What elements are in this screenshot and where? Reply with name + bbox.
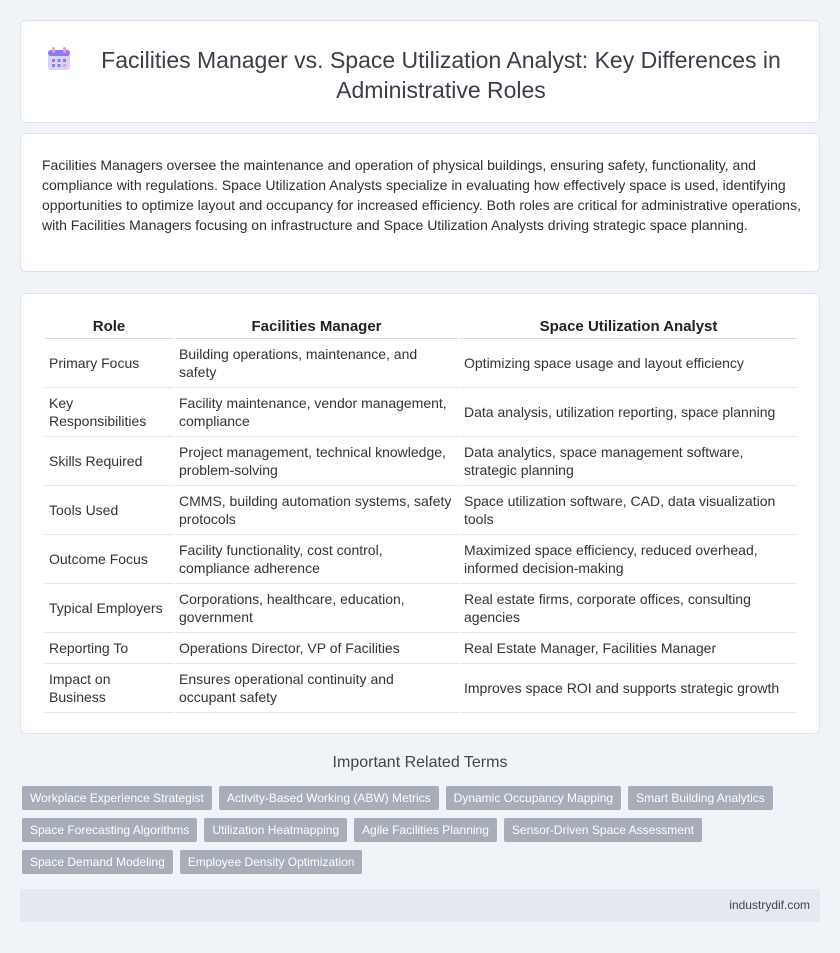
related-term-tag[interactable]: Sensor-Driven Space Assessment [504, 818, 702, 842]
table-row [45, 486, 797, 535]
table-row [45, 388, 797, 437]
related-term-tag[interactable]: Dynamic Occupancy Mapping [446, 786, 621, 810]
footer [20, 889, 820, 922]
related-term-tag[interactable]: Space Demand Modeling [22, 850, 173, 874]
page-title: Facilities Manager vs. Space Utilization Analyst: Key Differences in Administrative Roles [101, 47, 781, 103]
space-analyst-cell: Real Estate Manager, Facilities Manager [460, 633, 797, 664]
table-header-row [45, 316, 797, 339]
row-label: Tools Used [45, 486, 173, 535]
facilities-manager-cell: Ensures operational continuity and occupant safety [175, 664, 458, 713]
header-role: Role [45, 316, 173, 339]
intro-paragraph: Facilities Managers oversee the maintenance and operation of physical buildings, ensuring safety, functionality, and compliance with regulations. Space Utilization Analysts specialize in evaluating how effectively space is used, identifying opportunities to optimize layout and occupancy for increased efficiency. Both roles are critical for administrative operations, with Facilities Managers focusing on infrastructure and Space Utilization Analysts driving strategic space planning. [42, 157, 801, 233]
row-label: Primary Focus [45, 339, 173, 388]
comparison-table [43, 316, 799, 713]
row-label: Reporting To [45, 633, 173, 664]
space-analyst-cell: Real estate firms, corporate offices, consulting agencies [460, 584, 797, 633]
facilities-manager-cell: Facility functionality, cost control, compliance adherence [175, 535, 458, 584]
comparison-table-card [20, 293, 820, 734]
related-term-tag[interactable]: Smart Building Analytics [628, 786, 773, 810]
calendar-icon [46, 46, 72, 72]
table-row [45, 633, 797, 664]
related-term-tag[interactable]: Utilization Heatmapping [204, 818, 347, 842]
related-term-tag[interactable]: Employee Density Optimization [180, 850, 363, 874]
related-term-tag[interactable]: Activity-Based Working (ABW) Metrics [219, 786, 439, 810]
footer-site-link[interactable]: industrydif.com [729, 898, 810, 912]
table-row [45, 339, 797, 388]
related-term-tag[interactable]: Agile Facilities Planning [354, 818, 497, 842]
related-term-tag[interactable]: Workplace Experience Strategist [22, 786, 212, 810]
table-row [45, 437, 797, 486]
row-label: Skills Required [45, 437, 173, 486]
header-facilities-manager: Facilities Manager [175, 316, 458, 339]
related-term-tag[interactable]: Space Forecasting Algorithms [22, 818, 197, 842]
title-card [20, 20, 820, 123]
facilities-manager-cell: Building operations, maintenance, and safety [175, 339, 458, 388]
row-label: Typical Employers [45, 584, 173, 633]
row-label: Impact on Business [45, 664, 173, 713]
space-analyst-cell: Maximized space efficiency, reduced overhead, informed decision-making [460, 535, 797, 584]
row-label: Key Responsibilities [45, 388, 173, 437]
header-space-utilization-analyst: Space Utilization Analyst [460, 316, 797, 339]
intro-card [20, 133, 820, 272]
facilities-manager-cell: Operations Director, VP of Facilities [175, 633, 458, 664]
facilities-manager-cell: Project management, technical knowledge, problem-solving [175, 437, 458, 486]
table-row [45, 535, 797, 584]
space-analyst-cell: Optimizing space usage and layout efficiency [460, 339, 797, 388]
facilities-manager-cell: CMMS, building automation systems, safety protocols [175, 486, 458, 535]
space-analyst-cell: Improves space ROI and supports strategic growth [460, 664, 797, 713]
space-analyst-cell: Space utilization software, CAD, data visualization tools [460, 486, 797, 535]
related-terms-title: Important Related Terms [332, 754, 508, 771]
space-analyst-cell: Data analytics, space management software, strategic planning [460, 437, 797, 486]
related-terms-list [22, 786, 802, 874]
table-row [45, 584, 797, 633]
row-label: Outcome Focus [45, 535, 173, 584]
facilities-manager-cell: Corporations, healthcare, education, government [175, 584, 458, 633]
facilities-manager-cell: Facility maintenance, vendor management, compliance [175, 388, 458, 437]
space-analyst-cell: Data analysis, utilization reporting, space planning [460, 388, 797, 437]
table-row [45, 664, 797, 713]
